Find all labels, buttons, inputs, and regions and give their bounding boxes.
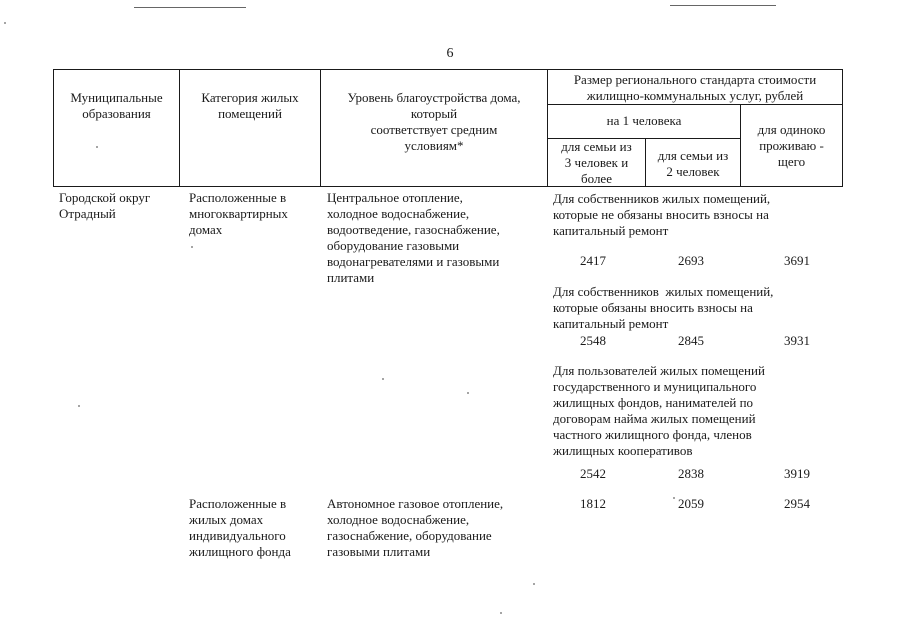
group1-value-family3: 2417 — [580, 253, 606, 268]
col-border — [842, 69, 843, 187]
group2-value-family2: 2845 — [678, 333, 704, 348]
col-border — [53, 69, 54, 187]
scan-speck — [96, 146, 98, 148]
header-regional-standard: Размер регионального стандарта стоимости жилищно-коммунальных услуг, рублей — [573, 72, 817, 103]
scan-speck — [500, 612, 502, 614]
row2-value-family3: 1812 — [580, 496, 606, 511]
row2-category: Расположенные в жилых домах индивидуального жилищного фонда — [189, 496, 291, 559]
group1-value-single: 3691 — [784, 253, 810, 268]
header-municipalities: Муниципальные образования — [70, 90, 163, 121]
header-family-3plus: для семьи из 3 человек и более — [561, 139, 632, 186]
col-border — [179, 69, 180, 187]
table-header-bottom-border — [53, 186, 843, 187]
scan-speck — [467, 392, 469, 394]
scan-artifact-line — [134, 7, 246, 8]
group1-label: Для собственников жилых помещений, которые не обязаны вносить взносы на капитальный ремонт — [553, 191, 771, 238]
scan-artifact-line — [670, 5, 776, 6]
group2-value-family3: 2548 — [580, 333, 606, 348]
row2-value-single: 2954 — [784, 496, 810, 511]
row2-value-family2: 2059 — [678, 496, 704, 511]
group3-value-family2: 2838 — [678, 466, 704, 481]
municipality-name: Городской округ Отрадный — [59, 190, 151, 221]
page-number: 6 — [446, 46, 454, 61]
header-per-person: на 1 человека — [606, 113, 682, 128]
scan-speck — [191, 246, 193, 248]
group3-label: Для пользователей жилых помещений государственного и муниципального жилищных фондов, нанимателей по договорам найма жилых помещений частного жилищного фонда, членов жилищных кооперативов — [553, 363, 765, 458]
header-single-resident: для одиноко проживаю - щего — [757, 122, 826, 169]
header-group-divider — [547, 104, 843, 105]
scan-speck — [382, 378, 384, 380]
group1-value-family2: 2693 — [678, 253, 704, 268]
group2-label: Для собственников жилых помещений, которые обязаны вносить взносы на капитальный ремонт — [553, 284, 774, 331]
scan-speck — [78, 405, 80, 407]
group3-value-single: 3919 — [784, 466, 810, 481]
row1-amenities: Центральное отопление, холодное водоснабжение, водоотведение, газоснабжение, оборудование газовыми водонагревателями и газовыми плитами — [327, 190, 500, 285]
header-housing-category: Категория жилых помещений — [201, 90, 299, 121]
group3-value-family3: 2542 — [580, 466, 606, 481]
header-amenities-level: Уровень благоустройства дома, который соответствует средним условиям* — [347, 90, 521, 153]
header-family-2: для семьи из 2 человек — [657, 148, 729, 179]
row1-category: Расположенные в многоквартирных домах — [189, 190, 288, 237]
group2-value-single: 3931 — [784, 333, 810, 348]
table-top-border — [53, 69, 843, 70]
scan-speck — [673, 497, 675, 499]
scan-speck — [4, 22, 6, 24]
row2-amenities: Автономное газовое отопление, холодное водоснабжение, газоснабжение, оборудование газовыми плитами — [327, 496, 504, 559]
scan-speck — [533, 583, 535, 585]
